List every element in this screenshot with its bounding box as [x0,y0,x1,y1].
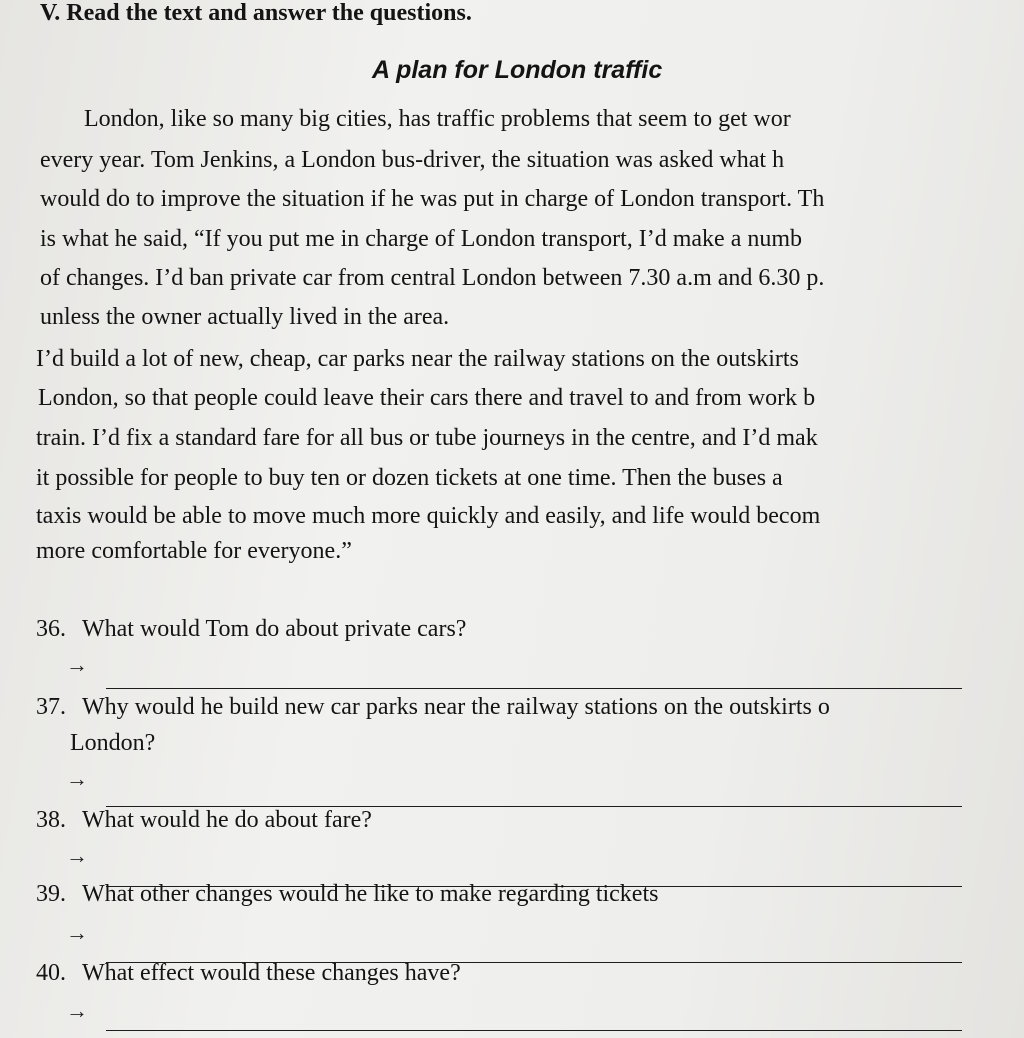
question-number: 39. [36,881,66,907]
question-36 [36,614,466,644]
question-39 [36,879,658,909]
answer-arrow-icon: → [66,920,88,945]
passage-line: more comfortable for everyone.” [36,538,352,564]
question-text: What would Tom do about private cars? [82,616,467,642]
answer-line-40[interactable] [106,1030,962,1031]
passage-line: train. I’d fix a standard fare for all bus or tube journeys in the centre, and I’d mak [36,425,818,451]
exercise-instruction: V. Read the text and answer the questions. [40,0,472,26]
passage-line: is what he said, “If you put me in charge of London transport, I’d make a numb [40,226,803,252]
question-40 [36,958,461,988]
passage-line: London, like so many big cities, has traffic problems that seem to get wor [84,106,791,132]
question-text: What would he do about fare? [82,807,372,833]
question-number: 37. [36,694,66,720]
passage-line: unless the owner actually lived in the area. [40,304,450,330]
question-text: Why would he build new car parks near the railway stations on the outskirts o [82,694,830,720]
answer-arrow-icon: → [66,843,88,868]
question-text: What other changes would he like to make regarding tickets [82,881,659,907]
question-text: What effect would these changes have? [82,960,461,986]
passage-line: every year. Tom Jenkins, a London bus-driver, the situation was asked what h [40,147,785,173]
passage-line: London, so that people could leave their cars there and travel to and from work b [38,385,816,411]
passage-line: would do to improve the situation if he was put in charge of London transport. Th [40,186,825,212]
answer-arrow-icon: → [66,766,88,791]
passage-title: A plan for London traffic [372,56,663,84]
question-number: 36. [36,616,66,642]
question-37 [36,692,830,722]
passage-line: of changes. I’d ban private car from central London between 7.30 a.m and 6.30 p. [40,265,825,291]
answer-arrow-icon: → [66,652,88,677]
question-number: 38. [36,807,66,833]
passage-line: I’d build a lot of new, cheap, car parks near the railway stations on the outskirts [36,346,799,372]
answer-line-36[interactable] [106,688,962,689]
question-number: 40. [36,960,66,986]
passage-line: taxis would be able to move much more quickly and easily, and life would becom [36,503,821,529]
question-37-continued: London? [70,730,156,756]
answer-arrow-icon: → [66,998,88,1023]
passage-line: it possible for people to buy ten or dozen tickets at one time. Then the buses a [36,465,783,491]
question-38 [36,805,372,835]
